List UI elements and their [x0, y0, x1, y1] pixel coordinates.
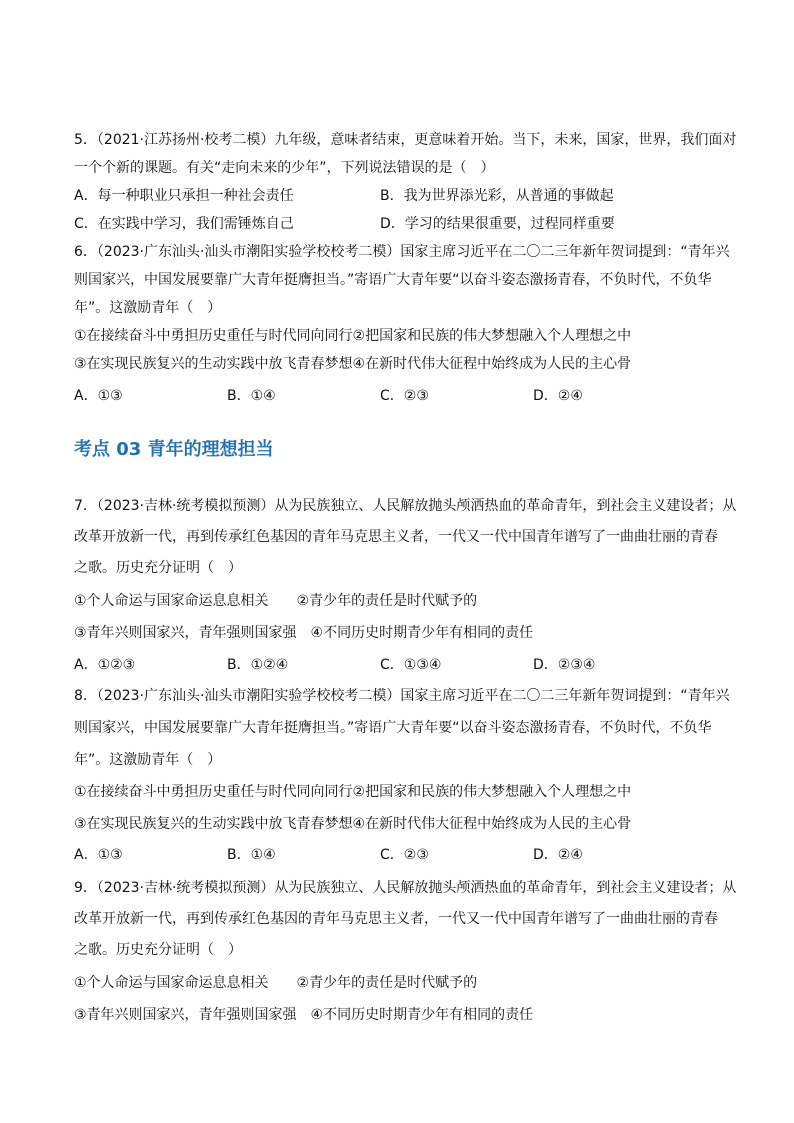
q7-option-c: C．①③④ — [380, 657, 442, 673]
q6-option-d: D．②④ — [533, 388, 583, 404]
q7-option-b: B．①②④ — [227, 657, 289, 673]
q7-stem-line1: 7．（2023·吉林·统考模拟预测）从为民族独立、人民解放抛头颅洒热血的革命青年，到社会主义建设者；从 — [74, 498, 737, 514]
q5-option-a: A．每一种职业只承担一种社会责任 — [74, 188, 294, 204]
q9-statement-line1: ①个人命运与国家命运息息相关 ②青少年的责任是时代赋予的 — [74, 975, 478, 991]
section-heading: 考点 03 青年的理想担当 — [74, 439, 274, 460]
q6-statement-line2: ③在实现民族复兴的生动实践中放飞青春梦想④在新时代伟大征程中始终成为人民的主心骨 — [74, 356, 632, 372]
q6-options — [74, 386, 734, 406]
q5-options-row2 — [74, 214, 734, 234]
q7-statement-line1: ①个人命运与国家命运息息相关 ②青少年的责任是时代赋予的 — [74, 593, 478, 609]
q7-options — [74, 655, 734, 675]
q6-stem-line2: 则国家兴，中国发展要靠广大青年挺膺担当。”寄语广大青年要“以奋斗姿态激扬青春，不负时代，不负华 — [74, 272, 712, 288]
q5-option-d: D．学习的结果很重要，过程同样重要 — [380, 216, 615, 232]
q8-stem-line3: 年”。这激励青年（ ） — [74, 752, 222, 768]
q6-stem-line3: 年”。这激励青年（ ） — [74, 300, 222, 316]
q6-stem-line1: 6．（2023·广东汕头·汕头市潮阳实验学校校考二模）国家主席习近平在二〇二三年新年贺词提到：“青年兴 — [74, 244, 730, 260]
q5-option-b: B．我为世界添光彩，从普通的事做起 — [380, 188, 614, 204]
q7-option-a: A．①②③ — [74, 657, 136, 673]
q8-stem-line1: 8．（2023·广东汕头·汕头市潮阳实验学校校考二模）国家主席习近平在二〇二三年新年贺词提到：“青年兴 — [74, 688, 730, 704]
q5-stem-line2: 一个个新的课题。有关“走向未来的少年”，下列说法错误的是（ ） — [74, 160, 495, 176]
q5-option-c: C．在实践中学习，我们需锤炼自己 — [74, 216, 294, 232]
q5-options-row1 — [74, 186, 734, 206]
q6-statement-line1: ①在接续奋斗中勇担历史重任与时代同向同行②把国家和民族的伟大梦想融入个人理想之中 — [74, 328, 632, 344]
q9-stem-line3: 之歌。历史充分证明（ ） — [74, 942, 242, 958]
q8-statement-line2: ③在实现民族复兴的生动实践中放飞青春梦想④在新时代伟大征程中始终成为人民的主心骨 — [74, 816, 632, 832]
q7-stem-line3: 之歌。历史充分证明（ ） — [74, 560, 242, 576]
q6-option-b: B．①④ — [227, 388, 276, 404]
q8-option-c: C．②③ — [380, 847, 429, 863]
q7-statement-line2: ③青年兴则国家兴，青年强则国家强 ④不同历史时期青少年有相同的责任 — [74, 625, 534, 641]
q8-option-b: B．①④ — [227, 847, 276, 863]
q8-option-a: A．①③ — [74, 847, 123, 863]
q7-stem-line2: 改革开放新一代，再到传承红色基因的青年马克思主义者，一代又一代中国青年谱写了一曲曲壮丽的青春 — [74, 529, 718, 545]
q8-statement-line1: ①在接续奋斗中勇担历史重任与时代同向同行②把国家和民族的伟大梦想融入个人理想之中 — [74, 784, 632, 800]
q8-stem-line2: 则国家兴，中国发展要靠广大青年挺膺担当。”寄语广大青年要“以奋斗姿态激扬青春，不负时代，不负华 — [74, 720, 712, 736]
q9-statement-line2: ③青年兴则国家兴，青年强则国家强 ④不同历史时期青少年有相同的责任 — [74, 1007, 534, 1023]
q9-stem-line2: 改革开放新一代，再到传承红色基因的青年马克思主义者，一代又一代中国青年谱写了一曲曲壮丽的青春 — [74, 911, 718, 927]
q7-option-d: D．②③④ — [533, 657, 596, 673]
q9-stem-line1: 9．（2023·吉林·统考模拟预测）从为民族独立、人民解放抛头颅洒热血的革命青年，到社会主义建设者；从 — [74, 880, 737, 896]
q8-option-d: D．②④ — [533, 847, 583, 863]
q5-stem-line1: 5．（2021·江苏扬州·校考二模）九年级，意味者结束，更意味着开始。当下，未来，国家，世界，我们面对 — [74, 132, 737, 148]
q6-option-a: A．①③ — [74, 388, 123, 404]
q6-option-c: C．②③ — [380, 388, 429, 404]
q8-options — [74, 845, 734, 865]
